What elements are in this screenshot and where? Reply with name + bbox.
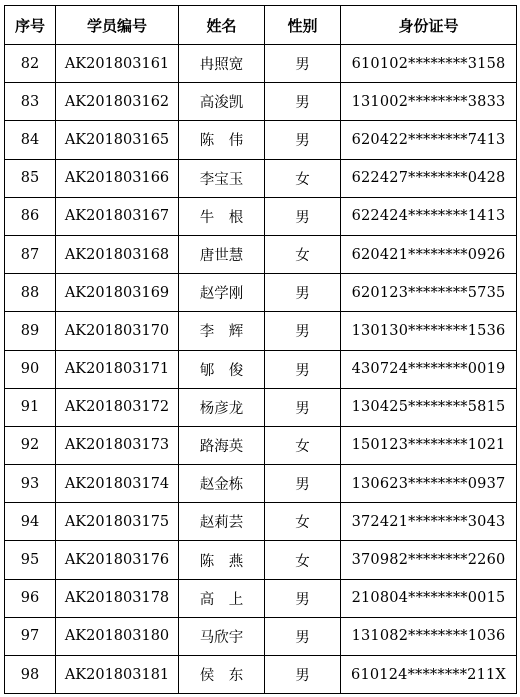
cell-name: 赵学刚 xyxy=(179,274,265,312)
table-row xyxy=(5,45,517,83)
table-row xyxy=(5,312,517,350)
cell-id-card: 130623********0937 xyxy=(341,465,517,503)
cell-id-card: 150123********1021 xyxy=(341,426,517,464)
cell-gender: 男 xyxy=(265,579,341,617)
cell-gender: 男 xyxy=(265,465,341,503)
cell-student-id: AK201803174 xyxy=(56,465,179,503)
cell-id-card: 130425********5815 xyxy=(341,388,517,426)
table-row xyxy=(5,426,517,464)
header-gender: 性别 xyxy=(265,6,341,45)
table-row xyxy=(5,159,517,197)
header-name: 姓名 xyxy=(179,6,265,45)
cell-id-card: 370982********2260 xyxy=(341,541,517,579)
cell-serial-number: 88 xyxy=(5,274,56,312)
cell-student-id: AK201803169 xyxy=(56,274,179,312)
cell-id-card: 610124********211X xyxy=(341,656,517,694)
table-row xyxy=(5,617,517,655)
cell-gender: 男 xyxy=(265,656,341,694)
cell-student-id: AK201803167 xyxy=(56,197,179,235)
table-row xyxy=(5,388,517,426)
table-row xyxy=(5,656,517,694)
cell-gender: 男 xyxy=(265,350,341,388)
cell-serial-number: 98 xyxy=(5,656,56,694)
header-serial-number: 序号 xyxy=(5,6,56,45)
cell-serial-number: 91 xyxy=(5,388,56,426)
cell-id-card: 131002********3833 xyxy=(341,83,517,121)
cell-name: 侯 东 xyxy=(179,656,265,694)
cell-gender: 女 xyxy=(265,159,341,197)
header-student-id: 学员编号 xyxy=(56,6,179,45)
cell-serial-number: 89 xyxy=(5,312,56,350)
cell-name: 赵莉芸 xyxy=(179,503,265,541)
header-row xyxy=(5,6,517,45)
cell-student-id: AK201803171 xyxy=(56,350,179,388)
cell-student-id: AK201803165 xyxy=(56,121,179,159)
cell-id-card: 430724********0019 xyxy=(341,350,517,388)
cell-name: 陈 伟 xyxy=(179,121,265,159)
cell-id-card: 610102********3158 xyxy=(341,45,517,83)
table-row xyxy=(5,541,517,579)
cell-id-card: 620422********7413 xyxy=(341,121,517,159)
cell-serial-number: 85 xyxy=(5,159,56,197)
table-row xyxy=(5,235,517,273)
cell-id-card: 131082********1036 xyxy=(341,617,517,655)
cell-serial-number: 92 xyxy=(5,426,56,464)
cell-id-card: 622424********1413 xyxy=(341,197,517,235)
cell-id-card: 210804********0015 xyxy=(341,579,517,617)
cell-gender: 男 xyxy=(265,388,341,426)
cell-student-id: AK201803180 xyxy=(56,617,179,655)
cell-name: 杨彦龙 xyxy=(179,388,265,426)
cell-gender: 男 xyxy=(265,274,341,312)
cell-serial-number: 96 xyxy=(5,579,56,617)
cell-name: 李宝玉 xyxy=(179,159,265,197)
cell-id-card: 130130********1536 xyxy=(341,312,517,350)
cell-gender: 女 xyxy=(265,426,341,464)
table-body xyxy=(5,45,517,694)
cell-gender: 女 xyxy=(265,503,341,541)
cell-name: 李 辉 xyxy=(179,312,265,350)
cell-name: 高 上 xyxy=(179,579,265,617)
table-header xyxy=(5,6,517,45)
cell-gender: 男 xyxy=(265,45,341,83)
cell-gender: 男 xyxy=(265,197,341,235)
cell-name: 赵金栋 xyxy=(179,465,265,503)
cell-name: 唐世慧 xyxy=(179,235,265,273)
cell-student-id: AK201803161 xyxy=(56,45,179,83)
cell-gender: 男 xyxy=(265,121,341,159)
student-roster-table xyxy=(4,5,517,694)
cell-serial-number: 93 xyxy=(5,465,56,503)
cell-name: 高浚凯 xyxy=(179,83,265,121)
table-row xyxy=(5,579,517,617)
table-row xyxy=(5,121,517,159)
cell-gender: 女 xyxy=(265,235,341,273)
cell-name: 冉照宽 xyxy=(179,45,265,83)
cell-serial-number: 90 xyxy=(5,350,56,388)
cell-serial-number: 86 xyxy=(5,197,56,235)
cell-student-id: AK201803170 xyxy=(56,312,179,350)
cell-gender: 男 xyxy=(265,83,341,121)
cell-student-id: AK201803162 xyxy=(56,83,179,121)
cell-student-id: AK201803181 xyxy=(56,656,179,694)
cell-serial-number: 97 xyxy=(5,617,56,655)
table-row xyxy=(5,350,517,388)
cell-serial-number: 84 xyxy=(5,121,56,159)
cell-gender: 男 xyxy=(265,617,341,655)
cell-id-card: 620421********0926 xyxy=(341,235,517,273)
cell-student-id: AK201803166 xyxy=(56,159,179,197)
cell-student-id: AK201803173 xyxy=(56,426,179,464)
table-row xyxy=(5,465,517,503)
cell-serial-number: 82 xyxy=(5,45,56,83)
cell-id-card: 620123********5735 xyxy=(341,274,517,312)
cell-name: 陈 燕 xyxy=(179,541,265,579)
table-row xyxy=(5,274,517,312)
cell-student-id: AK201803172 xyxy=(56,388,179,426)
cell-name: 路海英 xyxy=(179,426,265,464)
cell-student-id: AK201803175 xyxy=(56,503,179,541)
table-row xyxy=(5,503,517,541)
cell-id-card: 622427********0428 xyxy=(341,159,517,197)
table-row xyxy=(5,197,517,235)
cell-id-card: 372421********3043 xyxy=(341,503,517,541)
cell-gender: 女 xyxy=(265,541,341,579)
cell-name: 马欣宇 xyxy=(179,617,265,655)
cell-serial-number: 94 xyxy=(5,503,56,541)
cell-student-id: AK201803178 xyxy=(56,579,179,617)
cell-student-id: AK201803176 xyxy=(56,541,179,579)
cell-student-id: AK201803168 xyxy=(56,235,179,273)
cell-name: 牛 根 xyxy=(179,197,265,235)
table-row xyxy=(5,83,517,121)
cell-gender: 男 xyxy=(265,312,341,350)
cell-name: 郇 俊 xyxy=(179,350,265,388)
cell-serial-number: 87 xyxy=(5,235,56,273)
cell-serial-number: 83 xyxy=(5,83,56,121)
header-id-card: 身份证号 xyxy=(341,6,517,45)
cell-serial-number: 95 xyxy=(5,541,56,579)
